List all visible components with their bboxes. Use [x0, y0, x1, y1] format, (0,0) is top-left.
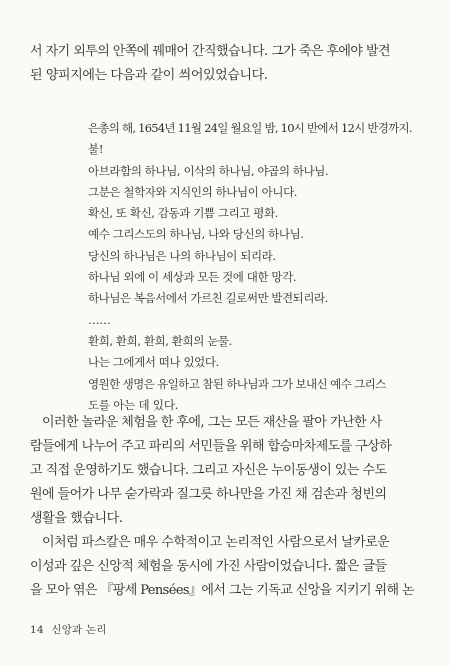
parchment-quote: [88, 118, 412, 416]
quote-line: 예수 그리스도의 하나님, 나와 당신의 하나님.: [88, 227, 304, 242]
body-paragraph: [30, 411, 391, 531]
quote-line: 불!: [88, 142, 104, 157]
quote-line: 아브라함의 하나님, 이삭의 하나님, 야곱의 하나님.: [88, 163, 329, 178]
text-line: 이성과 깊은 신앙적 체험을 동시에 가진 사람이었습니다. 짧은 글들: [30, 559, 387, 574]
quote-line: 그분은 철학자와 지식인의 하나님이 아니다.: [88, 184, 298, 199]
text-line: 서 자기 외투의 안쪽에 꿰매어 간직했습니다. 그가 죽은 후에야 발견: [30, 44, 391, 59]
body-paragraph: [30, 531, 414, 603]
quote-line: 환희, 환희, 환희, 환희의 눈물.: [88, 333, 232, 348]
text-line: 된 양피지에는 다음과 같이 씌어있었습니다.: [30, 68, 268, 83]
quote-line: 영원한 생명은 유일하고 참된 하나님과 그가 보내신 예수 그리스: [88, 376, 386, 391]
page-footer: [30, 622, 107, 637]
page-number: 14: [30, 624, 44, 636]
text-line: 이러한 놀라운 체험을 한 후에, 그는 모든 재산을 팔아 가난한 사: [42, 415, 382, 430]
text-line: 고 직접 운영하기도 했습니다. 그리고 자신은 누이동생이 있는 수도: [30, 463, 387, 478]
text-line: 생활을 했습니다.: [30, 511, 123, 526]
text-line: 을 모아 엮은 『팡세 Pensées』에서 그는 기독교 신앙을 지키기 위해 논: [30, 583, 414, 598]
quote-line: 도를 아는 데 있다.: [88, 397, 179, 412]
quote-line: 하나님 외에 이 세상과 모든 것에 대한 망각.: [88, 270, 297, 285]
quote-line: 확신, 또 확신, 감동과 기쁨 그리고 평화.: [88, 206, 278, 221]
text-line: 원에 들어가 나무 숟가락과 질그릇 하나만을 가진 채 검손과 청빈의: [30, 487, 387, 502]
running-title: 신앙과 논리: [51, 624, 107, 636]
quote-line: 은총의 해, 1654년 11월 24일 월요일 밤, 10시 반에서 12시 반경까지.: [88, 121, 412, 135]
text-line: 람들에게 나누어 주고 파리의 서민들을 위해 합승마차제도를 구상하: [30, 439, 392, 454]
quote-line: 나는 그에게서 떠나 있었다.: [88, 355, 219, 370]
text-line: 이처럼 파스칼은 매우 수학적이고 논리적인 사람으로서 날카로운: [42, 535, 390, 550]
intro-paragraph: [30, 40, 390, 88]
quote-line: 하나님은 복음서에서 가르친 길로써만 발견되리라.: [88, 291, 328, 306]
quote-line: 당신의 하나님은 나의 하나님이 되리라.: [88, 248, 276, 263]
quote-line: ……: [88, 312, 111, 327]
